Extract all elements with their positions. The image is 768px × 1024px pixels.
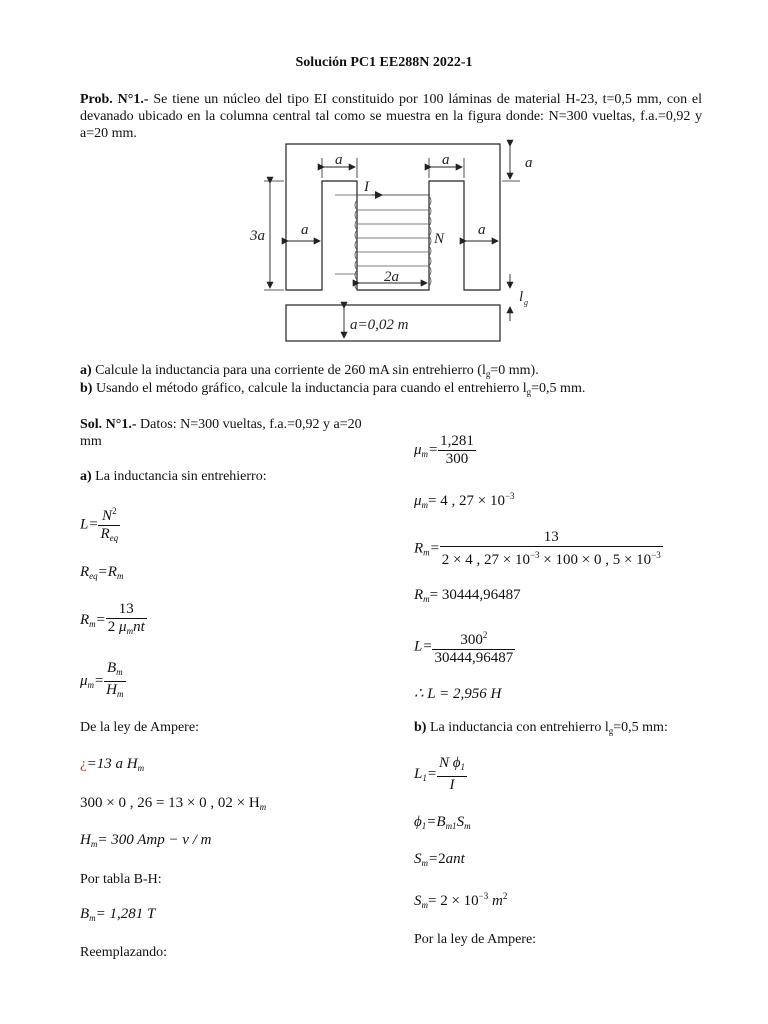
ei-core-figure xyxy=(240,138,540,348)
label-gap-sub: g xyxy=(524,298,528,307)
eq-phi1: $\phi_1=B_{m1}S_m$ xyxy=(414,814,471,831)
page-title: Solución PC1 EE288N 2022-1 xyxy=(295,55,473,70)
solution-data: Sol. N°1.- Datos: N=300 vueltas, f.a.=0,92 y a=20 mm xyxy=(80,417,362,449)
problem-text: Se tiene un núcleo del tipo EI constituido por 100 láminas de material H-23, t=0,5 mm, con el devanado ubicado en la columna central tal como se muestra en la figura donde: N=300 vueltas, f.a.=0,92 y a=20 mm. xyxy=(80,92,703,141)
label-2a: 2a xyxy=(384,269,399,285)
eq-l1: $L_1=$ $\frac{N \phi_1}{I}$ xyxy=(414,755,465,793)
eq-bm: $B_m= 1,281$ T xyxy=(80,906,156,923)
eq-ampere: ¿=13 a $H_m$ xyxy=(80,756,145,773)
label-bar-height: a=0,02 m xyxy=(350,317,409,333)
eq-l-value: L= $\frac{300^2}{30444,96487}$ xyxy=(414,630,514,666)
eq-mu-value: $\mu_m=$ $\frac{1,281}{300}$ xyxy=(414,433,474,467)
label-gap: l xyxy=(519,289,524,305)
table-text: Por tabla B-H: xyxy=(80,872,162,887)
problem-label: Prob. N°1.- xyxy=(80,92,149,107)
label-a-right-top: a xyxy=(525,155,533,171)
label-a-left-leg: a xyxy=(301,222,309,238)
question-b: b) Usando el método gráfico, calcule la inductancia para cuando el entrehierro $l_g=0,5$ mm. xyxy=(80,381,586,397)
ampere-text-2: Por la ley de Ampere: xyxy=(414,932,537,947)
replace-text: Reemplazando: xyxy=(80,945,168,960)
winding xyxy=(335,195,431,290)
label-3a: 3a xyxy=(250,228,265,244)
label-turns: N xyxy=(434,231,445,247)
eq-mu-result: $\mu_m= 4$ , $27 \times 10^{-3}$ xyxy=(414,491,515,510)
eq-inductance: L= $\frac{N^2}{R_{eq}}$ xyxy=(80,503,120,547)
eq-l-result: ∴ L = 2,956 H xyxy=(414,686,502,702)
eq-hm: $H_m= 300$ Amp − v / m xyxy=(80,832,212,849)
label-current: I xyxy=(364,179,369,195)
label-a-top-left: a xyxy=(335,152,343,168)
problem-statement xyxy=(80,91,702,142)
eq-ampere-num: 300 × 0 , 26 = 13 × 0 , $02 \times H_m$ xyxy=(80,795,267,812)
eq-mu: $\mu_m=$ $\frac{B_m}{H_m}$ xyxy=(80,660,126,703)
eq-sm-value: $S_m= 2 \times 10^{-3}$ $m^2$ xyxy=(414,891,508,910)
eq-rm: $R_m=$ $\frac{13}{2 \mu_mnt}$ xyxy=(80,601,147,640)
part-a-heading: a) La inductancia sin entrehierro: xyxy=(80,469,267,484)
label-a-right-leg: a xyxy=(478,222,486,238)
eq-rm-value: $R_m=$ $\frac{13}{2 \times 4 , 27 \times 10^{-3} \times 100 \times 0 , 5 \times 10^{-3}}$ xyxy=(414,529,661,568)
part-b-heading: b) La inductancia con entrehierro $l_g=0,5$ mm: xyxy=(414,720,668,736)
eq-rm-result: $R_m= 30444,96487$ xyxy=(414,587,521,604)
eq-sm: $S_m=2ant$ xyxy=(414,851,465,868)
eq-req: $R_{eq}=R_m$ xyxy=(80,564,124,581)
ampere-text: De la ley de Ampere: xyxy=(80,720,199,735)
question-a: a) Calcule la inductancia para una corriente de 260 mA sin entrehierro ($l_g=0$ mm). xyxy=(80,363,539,379)
label-a-top-right: a xyxy=(442,152,450,168)
